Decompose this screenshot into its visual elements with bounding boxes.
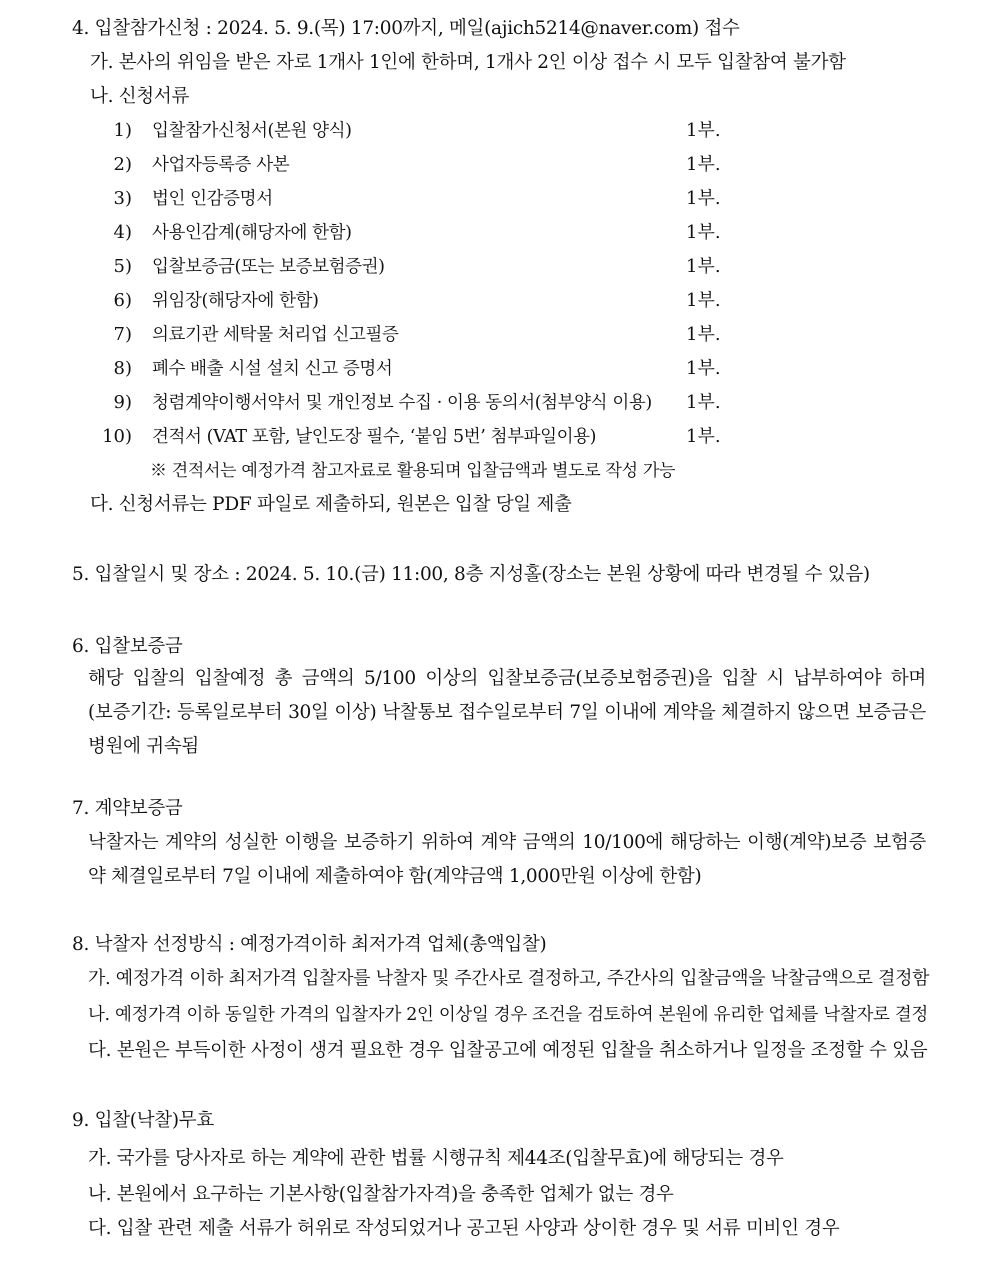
document-name: 입찰보증금(또는 보증보험증권) [152, 257, 385, 277]
quote-note: ※ 견적서는 예정가격 참고자료로 활용되며 입찰금액과 별도로 작성 가능 [150, 461, 676, 481]
section-5-heading: 5. 입찰일시 및 장소 : 2024. 5. 10.(금) 11:00, 8층 지성홀(장소는 본원 상황에 따라 변경될 수 있음) [72, 564, 870, 585]
section-9-item-a: 가. 국가를 당사자로 하는 계약에 관한 법률 시행규칙 제44조(입찰무효)에 해당되는 경우 [88, 1148, 784, 1169]
section-8-heading: 8. 낙찰자 선정방식 : 예정가격이하 최저가격 업체(총액입찰) [72, 934, 547, 955]
document-name: 입찰참가신청서(본원 양식) [152, 121, 352, 141]
section-4-item-a: 가. 본사의 위임을 받은 자로 1개사 1인에 한하며, 1개사 2인 이상 접수 시 모두 입찰참여 불가함 [90, 52, 846, 73]
document-name: 견적서 (VAT 포함, 날인도장 필수, ‘붙임 5번’ 첨부파일이용) [152, 427, 597, 447]
document-count: 1부. [686, 222, 721, 243]
section-7-paragraph-line: 약 체결일로부터 7일 이내에 제출하여야 함(계약금액 1,000만원 이상에 한함) [88, 866, 702, 887]
document-number: 1) [113, 120, 132, 141]
document-number: 7) [113, 324, 132, 345]
document-name: 사용인감계(해당자에 한함) [152, 223, 352, 243]
section-6-paragraph-line: 해당 입찰의 입찰예정 총 금액의 5/100 이상의 입찰보증금(보증보험증권)을 입찰 시 납부하여야 하며 [88, 668, 926, 689]
document-count: 1부. [686, 358, 721, 379]
section-8-item-b: 나. 예정가격 이하 동일한 가격의 입찰자가 2인 이상일 경우 조건을 검토하여 본원에 유리한 업체를 낙찰자로 결정 [88, 1005, 928, 1025]
section-9-item-b: 나. 본원에서 요구하는 기본사항(입찰참가자격)을 충족한 업체가 없는 경우 [88, 1184, 674, 1205]
document-count: 1부. [686, 392, 721, 413]
document-count: 1부. [686, 426, 721, 447]
document-count: 1부. [686, 120, 721, 141]
document-name: 위임장(해당자에 한함) [152, 291, 319, 311]
section-7-paragraph-line: 낙찰자는 계약의 성실한 이행을 보증하기 위하여 계약 금액의 10/100에 해당하는 이행(계약)보증 보험증 [88, 832, 926, 853]
section-4-item-c: 다. 신청서류는 PDF 파일로 제출하되, 원본은 입찰 당일 제출 [90, 494, 572, 515]
section-4-item-b: 나. 신청서류 [90, 86, 190, 107]
document-number: 10) [102, 426, 132, 447]
document-number: 8) [113, 358, 132, 379]
document-number: 9) [113, 392, 132, 413]
document-number: 5) [113, 256, 132, 277]
document-count: 1부. [686, 290, 721, 311]
document-number: 3) [113, 188, 132, 209]
document-name: 청렴계약이행서약서 및 개인정보 수집 · 이용 동의서(첨부양식 이용) [152, 393, 652, 413]
document-count: 1부. [686, 324, 721, 345]
document-name: 법인 인감증명서 [152, 189, 273, 209]
section-7-heading: 7. 계약보증금 [72, 798, 183, 819]
document-name: 사업자등록증 사본 [152, 155, 290, 175]
section-9-heading: 9. 입찰(낙찰)무효 [72, 1110, 214, 1131]
document-count: 1부. [686, 256, 721, 277]
section-6-heading: 6. 입찰보증금 [72, 636, 183, 657]
section-6-paragraph-line: 병원에 귀속됨 [88, 736, 200, 757]
document-count: 1부. [686, 154, 721, 175]
section-8-item-a: 가. 예정가격 이하 최저가격 입찰자를 낙찰자 및 주간사로 결정하고, 주간사의 입찰금액을 낙찰금액으로 결정함 [88, 968, 930, 989]
document-name: 의료기관 세탁물 처리업 신고필증 [152, 325, 399, 345]
document-number: 2) [113, 154, 132, 175]
section-6-paragraph-line: (보증기간: 등록일로부터 30일 이상) 낙찰통보 접수일로부터 7일 이내에 계약을 체결하지 않으면 보증금은 [88, 702, 926, 723]
document-number: 4) [113, 222, 132, 243]
document-count: 1부. [686, 188, 721, 209]
section-9-item-c: 다. 입찰 관련 제출 서류가 허위로 작성되었거나 공고된 사양과 상이한 경우 및 서류 미비인 경우 [88, 1218, 840, 1239]
section-8-item-c: 다. 본원은 부득이한 사정이 생겨 필요한 경우 입찰공고에 예정된 입찰을 취소하거나 일정을 조정할 수 있음 [88, 1040, 928, 1061]
section-4-heading: 4. 입찰참가신청 : 2024. 5. 9.(목) 17:00까지, 메일(ajich5214@naver.com) 접수 [72, 18, 740, 39]
document-number: 6) [113, 290, 132, 311]
document-name: 폐수 배출 시설 설치 신고 증명서 [152, 359, 393, 379]
